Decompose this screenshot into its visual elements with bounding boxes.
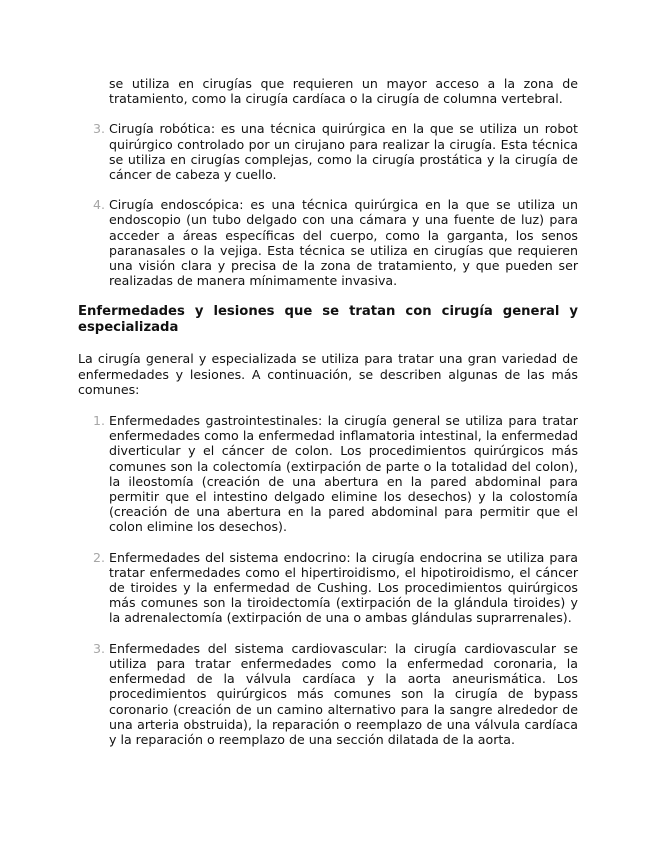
intro-paragraph: La cirugía general y especializada se utiliza para tratar una gran variedad de enfermedades y lesiones. A continuación, se describen algunas de las más comunes: <box>78 351 578 397</box>
diseases-list <box>78 413 578 747</box>
continued-paragraph: se utiliza en cirugías que requieren un mayor acceso a la zona de tratamiento, como la cirugía cardíaca o la cirugía de columna vertebral. <box>109 76 578 107</box>
list-item-cardiovascular: 3. Enfermedades del sistema cardiovascular: la cirugía cardiovascular se utiliza para tratar enfermedades como la enfermedad coronaria, la enfermedad de la válvula cardíaca y la aorta aneurismática. Los procedimientos quirúrgicos más comunes son la cirugía de bypass coronario (creación de un camino alternativo para la sangre alrededor de una arteria obstruida), la reparación o reemplazo de una válvula cardíaca y la reparación o reemplazo de una sección dilatada de la aorta. <box>109 641 578 747</box>
list-item-endoscopic-surgery: 4. Cirugía endoscópica: es una técnica quirúrgica en la que se utiliza un endoscopio (un tubo delgado con una cámara y una fuente de luz) para acceder a áreas específicas del cuerpo, como la garganta, los senos paranasales o la vejiga. Esta técnica se utiliza en cirugías que requieren una visión clara y precisa de la zona de tratamiento, y que pueden ser realizadas de manera mínimamente invasiva. <box>109 197 578 288</box>
section-heading: Enfermedades y lesiones que se tratan con cirugía general y especializada <box>78 304 578 335</box>
surgery-techniques-list <box>78 121 578 288</box>
list-item-gastrointestinal: 1. Enfermedades gastrointestinales: la cirugía general se utiliza para tratar enfermedades como la enfermedad inflamatoria intestinal, la enfermedad diverticular y el cáncer de colon. Los procedimientos quirúrgicos más comunes son la colectomía (extirpación de parte o la totalidad del colon), la ileostomía (creación de una abertura en la pared abdominal para permitir que el intestino delgado elimine los desechos) y la colostomía (creación de una abertura en la pared abdominal para permitir que el colon elimine los desechos). <box>109 413 578 535</box>
list-item-endocrine: 2. Enfermedades del sistema endocrino: la cirugía endocrina se utiliza para tratar enfermedades como el hipertiroidismo, el hipotiroidismo, el cáncer de tiroides y la enfermedad de Cushing. Los procedimientos quirúrgicos más comunes son la tiroidectomía (extirpación de la glándula tiroides) y la adrenalectomía (extirpación de una o ambas glándulas suprarrenales). <box>109 550 578 626</box>
list-item-robotic-surgery: 3. Cirugía robótica: es una técnica quirúrgica en la que se utiliza un robot quirúrgico controlado por un cirujano para realizar la cirugía. Esta técnica se utiliza en cirugías complejas, como la cirugía prostática y la cirugía de cáncer de cabeza y cuello. <box>109 121 578 182</box>
page-content <box>78 76 578 747</box>
